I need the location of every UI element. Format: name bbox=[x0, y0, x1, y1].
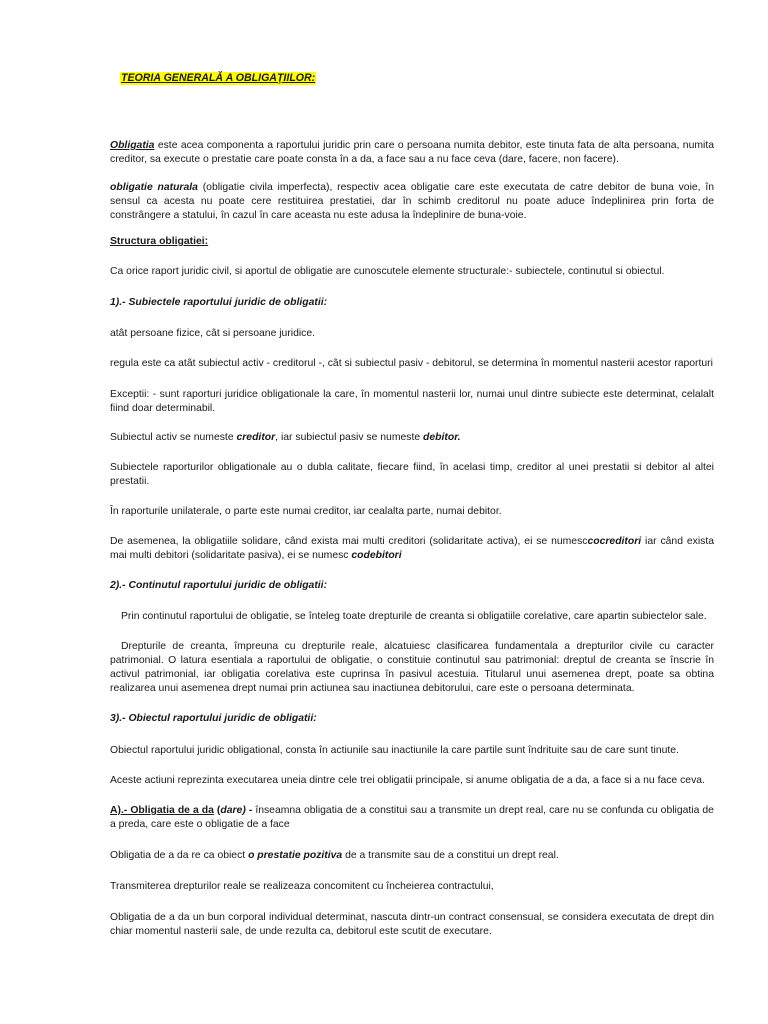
paragraph-elemente: Ca orice raport juridic civil, si aportul de obligatie are cunoscutele elemente structurale:- subiectele, continutul si obiectul. bbox=[110, 266, 665, 277]
paragraph-dubla-calitate: Subiectele raporturilor obligationale au o dubla calitate, fiecare fiind, în acelasi timp, creditor al unei prestatii si debitor al altei prestatii. bbox=[110, 462, 714, 487]
paragraph-persoane: atât persoane fizice, cât si persoane juridice. bbox=[110, 328, 316, 339]
term-dare: dare) bbox=[220, 805, 246, 816]
paragraph-transmiterea: Transmiterea drepturilor reale se realizeaza concomitent cu încheierea contractului, bbox=[110, 881, 494, 892]
paragraph-regula: regula este ca atât subiectul activ - creditorul -, cât si subiectul pasiv - debitorul, se determina în momentul nasterii acestor raporturi bbox=[110, 358, 713, 369]
paragraph-unilaterale: În raporturile unilaterale, o parte este numai creditor, iar cealalta parte, numai debitor. bbox=[110, 506, 502, 517]
paragraph-obiect: Obiectul raportului juridic obligational, consta în actiunile sau inactiunile la care partile sunt îndrituite sau de care sunt tinute. bbox=[110, 745, 679, 756]
term-prestatie-pozitiva: o prestatie pozitiva bbox=[248, 850, 343, 861]
heading-subiectele: 1).- Subiectele raportului juridic de obligatii: bbox=[110, 297, 328, 308]
term-obligatia: Obligatia bbox=[110, 140, 155, 151]
label-a: A) bbox=[110, 805, 121, 816]
definition-obligatie-naturala bbox=[110, 181, 714, 223]
term-cocreditori: cocreditori bbox=[587, 536, 642, 547]
term-creditor: creditor bbox=[236, 432, 276, 443]
term-debitor: debitor. bbox=[423, 432, 461, 443]
heading-continutul: 2).- Continutul raportului juridic de obligatii: bbox=[110, 580, 328, 591]
text-segment: , iar subiectul pasiv se numeste bbox=[275, 432, 424, 443]
text-segment: De asemenea, la obligatiile solidare, când exista mai multi creditori (solidaritate activa), ei se numesc bbox=[110, 536, 588, 547]
text-segment: înseamna obligatia de a constitui sau a transmite un drept real, care nu se confunda cu obligatia de a preda, care este o obligatie de a face bbox=[110, 805, 714, 830]
definition-text: (obligatie civila imperfecta), respectiv acea obligatie care este executata de catre debitor de buna voie, în sensul ca acesta nu poate cere restituirea prestatiei, dar în schimb creditorul nu poate aduce îndeplinirea prin forta de constrângere a statului, în cazul în care aceasta nu este adusa la îndeplinire de buna-voie. bbox=[110, 182, 715, 221]
text-segment: iar când exista mai multi debitori (solidaritate pasiva), ei se numesc bbox=[110, 536, 714, 561]
paragraph-actiuni: Aceste actiuni reprezinta executarea uneia dintre cele trei obligatii principale, si anume obligatia de a da, a face si a nu face ceva. bbox=[110, 775, 705, 786]
text-segment: ( bbox=[213, 805, 221, 816]
label-obligatia-de-a-da: .- Obligatia de a da bbox=[120, 805, 214, 816]
paragraph-subiect-activ bbox=[110, 431, 714, 445]
paragraph-solidare bbox=[110, 535, 714, 563]
paragraph-prestatie-pozitiva bbox=[110, 849, 714, 863]
text-segment: Obligatia de a da re ca obiect bbox=[110, 850, 249, 861]
paragraph-continut: Prin continutul raportului de obligatie, se înteleg toate drepturile de creanta si obligatiile corelative, care apartin subiectelor sale. bbox=[121, 611, 707, 622]
document-page bbox=[110, 64, 714, 939]
term-codebitori: codebitori bbox=[351, 550, 402, 561]
heading-structura: Structura obligatiei: bbox=[110, 236, 209, 247]
definition-obligatia bbox=[110, 139, 714, 167]
document-title: TEORIA GENERALĂ A OBLIGAŢIILOR: bbox=[121, 72, 316, 84]
text-segment: - bbox=[245, 805, 253, 816]
paragraph-bun-corporal: Obligatia de a da un bun corporal individual determinat, nascuta dintr-un contract consensual, se considera executata de drept din chiar momentul nasterii sale, de unde rezulta ca, debitorul este scutit de executare. bbox=[110, 912, 714, 937]
heading-obiectul: 3).- Obiectul raportului juridic de obligatii: bbox=[110, 713, 317, 724]
paragraph-exceptii: Exceptii: - sunt raporturi juridice obligationale la care, în momentul nasterii lor, numai unul dintre subiecte este determinat, celalalt fiind doar determinabil. bbox=[110, 389, 714, 414]
definition-text: este acea componenta a raportului juridic prin care o persoana numita debitor, este tinuta fata de alta persoana, numita creditor, sa execute o prestatie care poate consta în a da, a face sau a nu face ceva (dare, facere, non facere). bbox=[110, 140, 714, 165]
paragraph-drepturile-creanta: Drepturile de creanta, împreuna cu drepturile reale, alcatuiesc clasificarea fundamentala a drepturilor civile cu caracter patrimonial. O latura esentiala a raportului de obligatie, o constituie continutul sau patrimonial: dreptul de creanta se înscrie în activul patrimonial, iar obligatia corelativa este cuprinsa în pasivul acestuia. Titularul unui asemenea drept, poate sa obtina realizarea unui asemenea drept numai prin actiunea sau inactiunea debitorului, care este o persoana determinata. bbox=[110, 641, 714, 694]
term-obligatie-naturala: obligatie naturala bbox=[110, 182, 198, 193]
text-segment: de a transmite sau de a constitui un drept real. bbox=[342, 850, 559, 861]
text-segment: Subiectul activ se numeste bbox=[110, 432, 237, 443]
paragraph-obligatia-de-a-da bbox=[110, 804, 714, 832]
